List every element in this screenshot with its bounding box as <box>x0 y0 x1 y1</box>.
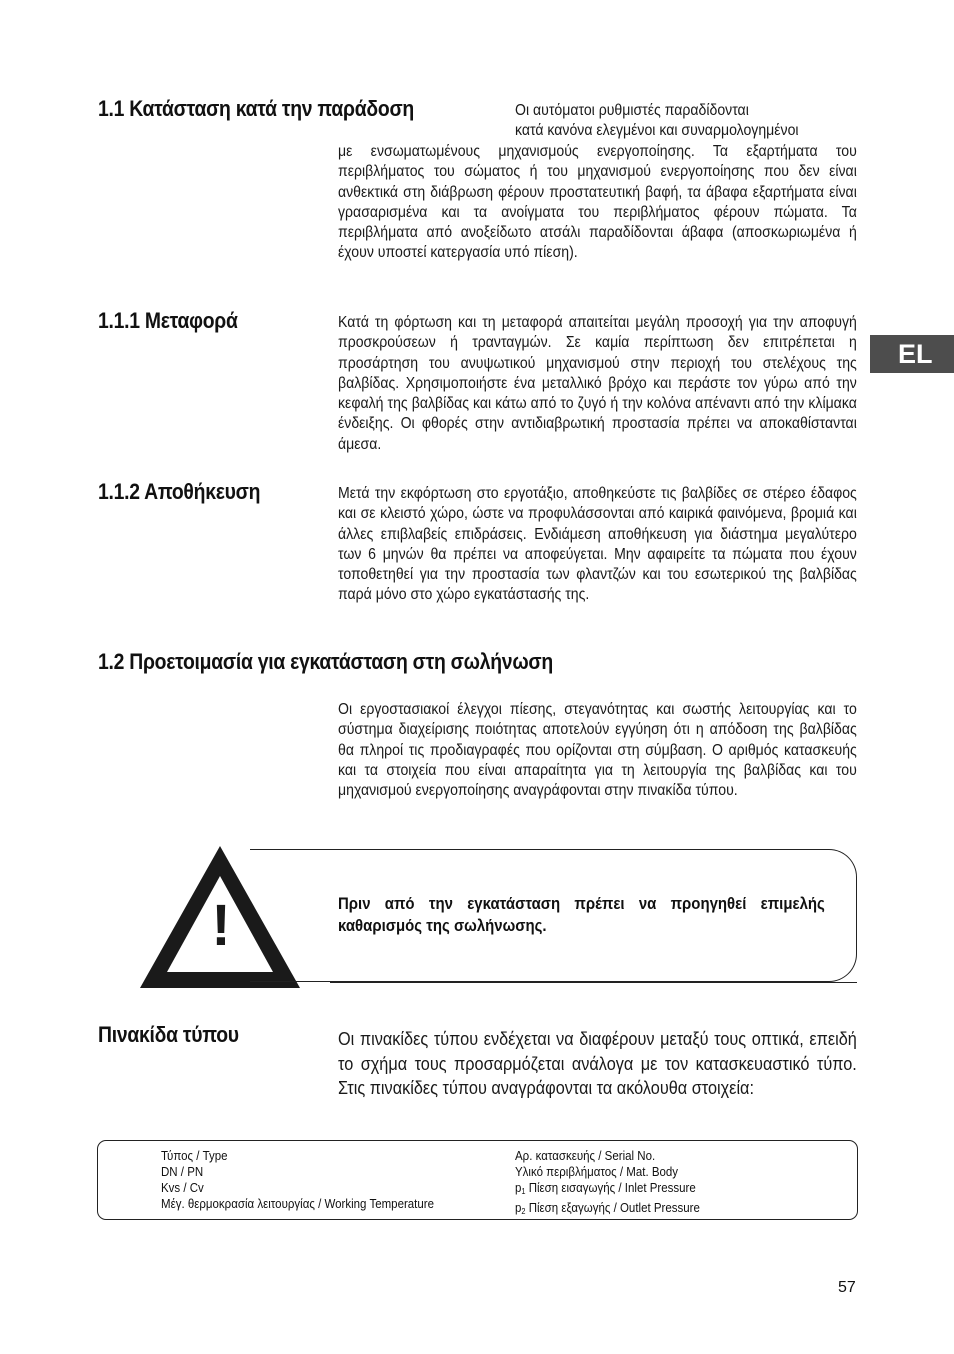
nameplate-field-type: Τύπος / Type <box>161 1149 228 1163</box>
preparation-body <box>338 700 857 801</box>
nameplate-body-text: Οι πινακίδες τύπου ενδέχεται να διαφέρουν μεταξύ τους οπτικά, επειδή το σχήμα τους προσαρμόζεται ανάλογα με τον κατασκευαστικό τύπο. Στις πινακίδες τύπου αναγράφονται τα ακόλουθα στοιχεία: <box>338 1028 857 1098</box>
nameplate-field-serial: Αρ. κατασκευής / Serial No. <box>515 1149 656 1163</box>
warning-exclamation-icon: ! <box>211 893 231 958</box>
transport-body-text: Κατά τη φόρτωση και τη μεταφορά απαιτείται μεγάλη προσοχή για την αποφυγή προσκρούσεων ή τρανταγμών. Σε καμία περίπτωση δεν επιτρέπεται η προσάρτηση του ανυψωτικού μηχανισμού στην περιοχή του στελέχους της βαλβίδας. Χρησιμοποιήστε ένα μεταλλικό βρόχο και περάστε τον γύρω από την κεφαλή της βαλβίδας και κάτω από το ζυγό ή την κολόνα απέναντι από την κλίμακα ένδειξης. Οι φθορές στην αντιδιαβρωτική προστασία πρέπει να αποκαθίστανται άμεσα. <box>338 314 857 453</box>
storage-body-text: Μετά την εκφόρτωση στο εργοτάξιο, αποθηκεύστε τις βαλβίδες σε στέρεο έδαφος και σε κλειστό χώρο, ώστε να προφυλάσσονται από καιρικά φαινόμενα, βρομιά και άλλες επιβλαβείς επιδράσεις. Ενδιάμεση αποθήκευση για διάστημα μεγαλύτερο των 6 μηνών θα πρέπει να αποφεύγεται. Μην αφαιρείτε τα πώματα που έχουν τοποθετηθεί για την προστασία των φλαντζών και του εσωτερικού της βαλβίδας παρά μόνο στο χώρο εγκατάστασής της. <box>338 485 857 604</box>
delivery-body-text: με ενσωματωμένους μηχανισμούς ενεργοποίησης. Τα εξαρτήματα του περιβλήματος του σώματος ή του μηχανισμού ενεργοποίησης που δεν είναι ανθεκτικά στη διάβρωση φέρουν προστατευτική βαφή, τα άβαφα εξαρτήματα είναι γρασαρισμένα και τα ανοίγματα του περιβλήματος φέρουν πώματα. Τα περιβλήματα από ανοξείδωτο ατσάλι παραδίδονται άβαφα (αποσκωριωμένα ή έχουν υποστεί κατεργασία υπό πίεση). <box>338 143 857 262</box>
warning-bottom-rule <box>330 982 857 983</box>
delivery-lead-2 <box>515 121 857 141</box>
delivery-lead-line-2: κατά κανόνα ελεγμένοι και συναρμολογημένοι <box>515 122 799 139</box>
delivery-lead-line-1: Οι αυτόματοι ρυθμιστές παραδίδονται <box>515 102 749 119</box>
p1-subscript: 1 <box>521 1187 526 1196</box>
nameplate-field-kvs: Kvs / Cv <box>161 1181 204 1195</box>
nameplate-field-temperature: Μέγ. θερμοκρασία λειτουργίας / Working Temperature <box>161 1197 435 1211</box>
warning-text <box>338 893 825 937</box>
p1-symbol: p <box>515 1181 522 1195</box>
storage-body <box>338 484 857 606</box>
p2-subscript: 2 <box>521 1207 526 1216</box>
nameplate-left-column <box>161 1148 458 1212</box>
language-tab: EL <box>870 335 954 373</box>
preparation-body-text: Οι εργοστασιακοί έλεγχοι πίεσης, στεγανότητας και σωστής λειτουργίας και το σύστημα διαχείρισης ποιότητας αποτελούν εγγύηση ότι η απόδοση της βαλβίδας θα πληροί τις προδιαγραφές που ορίζονται στη σύμβαση. Ο αριθμός κατασκευής και τα στοιχεία που είναι απαραίτητα για τη λειτουργία της βαλβίδας και του μηχανισμού ενεργοποίησης αναγράφονται στην πινακίδα τύπου. <box>338 701 857 800</box>
section-title-delivery: 1.1 Κατάσταση κατά την παράδοση <box>98 96 415 121</box>
nameplate-field-dn-pn: DN / PN <box>161 1165 204 1179</box>
nameplate-field-outlet-pressure <box>515 1200 700 1220</box>
transport-body <box>338 313 857 455</box>
section-title-preparation: 1.2 Προετοιμασία για εγκατάσταση στη σωλήνωση <box>98 649 553 674</box>
nameplate-body <box>338 1027 857 1101</box>
nameplate-field-material: Υλικό περιβλήματος / Mat. Body <box>515 1165 679 1179</box>
page-number: 57 <box>838 1279 856 1296</box>
warning-text-content: Πριν από την εγκατάσταση πρέπει να προηγηθεί επιμελής καθαρισμός της σωλήνωσης. <box>338 894 825 935</box>
section-title-transport: 1.1.1 Μεταφορά <box>98 308 238 333</box>
p2-symbol: p <box>515 1201 522 1215</box>
p1-label: Πίεση εισαγωγής / Inlet Pressure <box>525 1181 696 1195</box>
p2-label: Πίεση εξαγωγής / Outlet Pressure <box>525 1201 700 1215</box>
delivery-body <box>338 142 857 264</box>
section-title-nameplate: Πινακίδα τύπου <box>98 1022 239 1047</box>
section-title-storage: 1.1.2 Αποθήκευση <box>98 479 261 504</box>
nameplate-field-inlet-pressure <box>515 1180 700 1200</box>
delivery-lead <box>515 101 857 121</box>
nameplate-right-column <box>515 1148 716 1220</box>
